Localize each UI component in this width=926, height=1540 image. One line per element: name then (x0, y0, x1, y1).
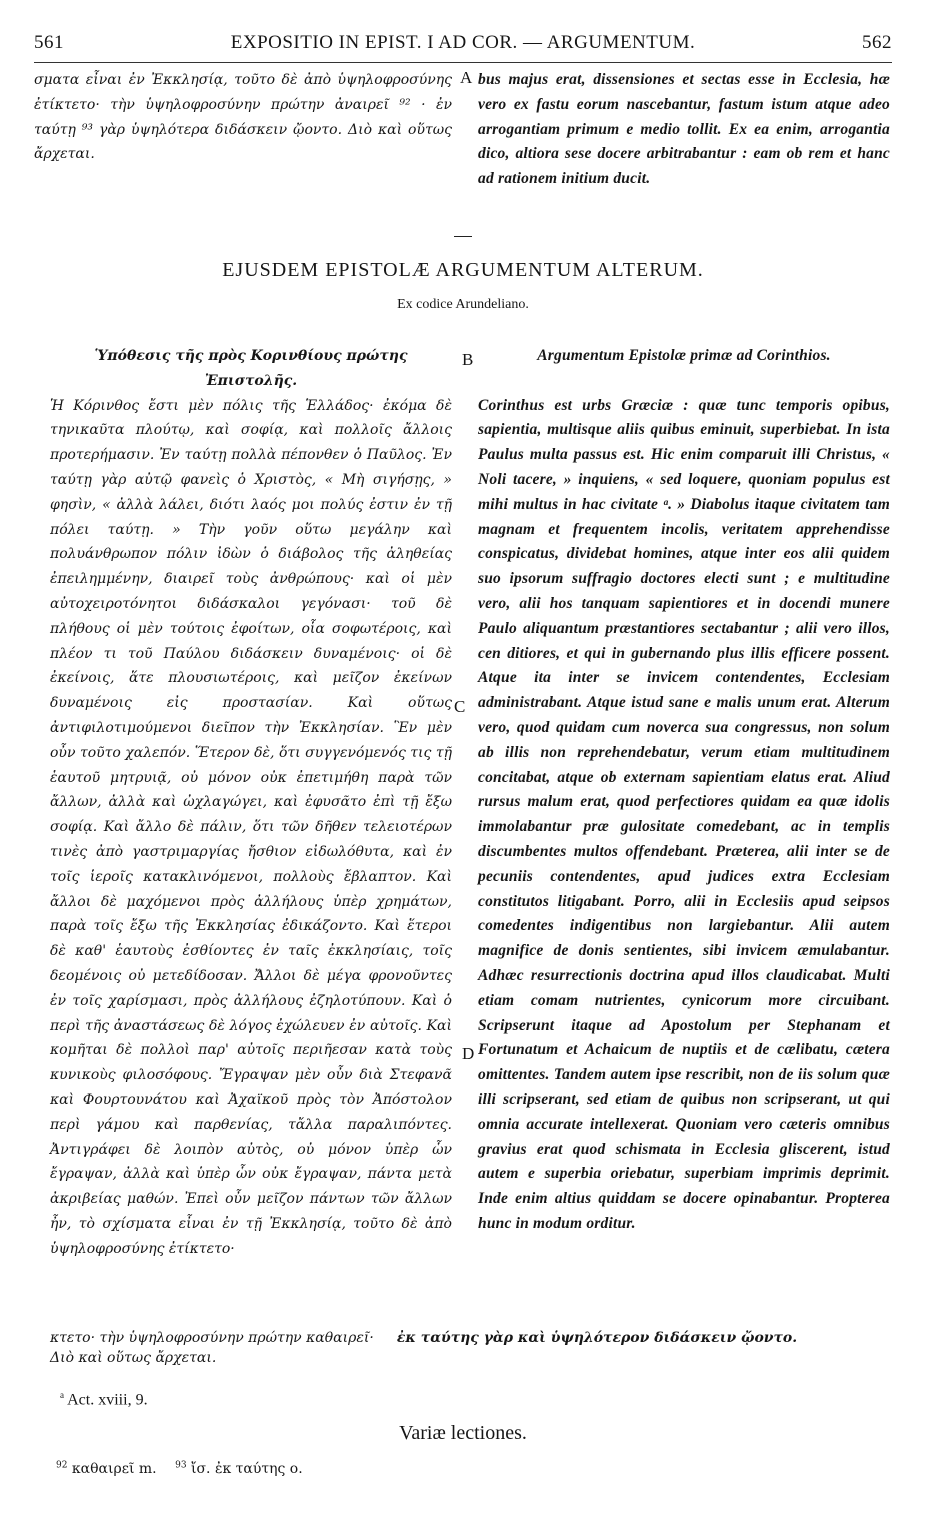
variant-number: 93 (175, 1460, 187, 1470)
spanning-line-latin: ἐκ ταύτης γὰρ καὶ ὑψηλότερον διδάσκειν ᾤοντο. (396, 1330, 798, 1346)
closing-line: Διὸ καὶ οὕτως ἄρχεται. (50, 1350, 217, 1366)
variant-number: 92 (56, 1460, 68, 1470)
greek-column (50, 344, 452, 1261)
variant-item (56, 1461, 157, 1477)
variant-item (175, 1461, 303, 1477)
section-title: EJUSDEM EPISTOLÆ ARGUMENTUM ALTERUM. (222, 259, 704, 281)
variae-heading: Variæ lectiones. (399, 1422, 527, 1444)
footnote-mark: a (60, 1390, 64, 1400)
spanning-line-greek: κτετο· τὴν ὑψηλοφροσύνην πρώτην καθαιρεῖ· (50, 1330, 374, 1346)
margin-marker-d: D (462, 1044, 475, 1063)
margin-marker-b: B (462, 350, 474, 369)
top-greek-paragraph: σματα εἶναι ἐν Ἐκκλησίᾳ, τοῦτο δὲ ἀπὸ ὑψηλοφροσύνης ἐτίκτετο· τὴν ὑψηλοφροσύνην πρώτην ἀναιρεῖ ⁹² · ἐν ταύτῃ ⁹³ γὰρ ὑψηλότερα διδάσκειν ᾤοντο. Διὸ καὶ οὕτως ἄρχεται. (34, 72, 452, 163)
greek-body: Ἡ Κόρινθος ἔστι μὲν πόλις τῆς Ἑλλάδος· ἐκόμα δὲ τηνικαῦτα πλούτῳ, καὶ σοφίᾳ, καὶ πολλοῖς ἄλλοις προτερήμασιν. Ἐν ταύτῃ πολλὰ πέπονθεν ὁ Παῦλος. Ἐν ταύτῃ γὰρ αὐτῷ φανεὶς ὁ Χριστὸς, « Μὴ σιγήσῃς, » φησὶν, « ἀλλὰ λάλει, διότι λαός μοι πολύς ἐστιν ἐν τῇ πόλει ταύτῃ. » Τὴν γοῦν οὕτω μεγάλην καὶ πολυάνθρωπον πόλιν ἰδὼν ὁ διάβολος τῆς ἀληθείας ἐπειλημμένην, διαιρεῖ τοὺς ἀνθρώπους· καὶ οἱ μὲν αὐτοχειροτόνητοι διδάσκαλοι γεγόνασι· τοῦ δὲ πλήθους οἱ μὲν τούτοις ἐφοίτων, οἷα σοφωτέροις, καὶ πλέον τι τοῦ Παύλου διδάσκειν δυναμένοις· οἱ δὲ ἐκείνοις, ἅτε πλουσιωτέροις, καὶ μεῖζον ἐκείνων δυναμένοις εἰς προστασίαν. Καὶ οὕτως ἀντιφιλοτιμούμενοι διεῖπον τὴν Ἐκκλησίαν. Ἓν μὲν οὖν τοῦτο χαλεπόν. Ἕτερον δὲ, ὅτι συγγενόμενός τις τῇ ἑαυτοῦ μητρυιᾷ, οὐ μόνον οὐκ ἐπετιμήθη παρὰ τῶν ἄλλων, ἀλλὰ καὶ ὠχλαγώγει, καὶ ἐφυσᾶτο ἐπὶ τῇ ἔξω σοφίᾳ. Καὶ ἄλλο δὲ πάλιν, ὅτι τῶν δῆθεν τελειοτέρων τινὲς ἀπὸ γαστριμαργίας ἤσθιον εἰδωλόθυτα, καὶ ἐν τοῖς ἱεροῖς κατακλινόμενοι, πολλοὺς ἔβλαπτον. Καὶ ἄλλοι δὲ μαχόμενοι πρὸς ἀλλήλους ὑπὲρ χρημάτων, παρὰ τοῖς ἔξω τῆς Ἐκκλησίας ἐδικάζοντο. Καὶ ἕτεροι δὲ καθ' ἑαυτοὺς ἐσθίοντες ἐν ταῖς ἐκκλησίαις, τοῖς δεομένοις οὐ μετεδίδοσαν. Ἄλλοι δὲ μέγα φρονοῦντες ἐν τοῖς χαρίσμασι, πρὸς ἀλλήλους ἐζηλοτύπουν. Καὶ ὁ περὶ τῆς ἀναστάσεως δὲ λόγος ἐχώλευεν ἐν αὐτοῖς. Καὶ κομῆται δὲ πολλοὶ παρ' αὐτοῖς περιῆεσαν κατὰ τοὺς κυνικοὺς φιλοσόφους. Ἔγραψαν μὲν οὖν διὰ Στεφανᾶ καὶ Φουρτουνάτου καὶ Ἀχαϊκοῦ πρὸς τὸν Ἀπόστολον περὶ γάμου καὶ παρθενίας, τἄλλα παραλιπόντες. Ἀντιγράφει δὲ λοιπὸν αὐτὸς, οὐ μόνον ὑπὲρ ὧν ἔγραψαν, ἀλλὰ καὶ ὑπὲρ ὧν οὐκ ἔγραψαν, πάντα μετὰ ἀκριβείας μαθών. Ἐπεὶ οὖν μεῖζον πάντων τῶν ἄλλων ἦν, τὸ σχίσματα εἶναι ἐν τῇ Ἐκκλησίᾳ, τοῦτο δὲ ἀπὸ ὑψηλοφροσύνης ἐτίκτετο· (50, 397, 452, 1257)
top-greek-text (34, 68, 452, 167)
separator-dash (454, 236, 472, 237)
top-latin-text (478, 68, 890, 192)
variant-readings (56, 1460, 303, 1477)
latin-heading: Argumentum Epistolæ primæ ad Corinthios. (537, 347, 831, 364)
section-subtitle: Ex codice Arundeliano. (397, 297, 529, 312)
page-number-left: 561 (34, 32, 64, 53)
spanning-line (50, 1325, 892, 1351)
latin-column (478, 344, 890, 1237)
footnote (60, 1390, 148, 1409)
top-latin-paragraph: bus majus erat, dissensiones et sectas esse in Ecclesia, hæ vero ex fastu eorum nascebantur, fastum istum atque adeo arrogantiam primum e medio tollit. Ex ea enim, arrogantia dico, altiora sese docere arbitrabantur : eam ob rem et hanc ad rationem initium ducit. (478, 71, 890, 188)
page-number-right: 562 (862, 32, 892, 53)
greek-heading: Ὑπόθεσις τῆς πρὸς Κορινθίους πρώτης Ἐπιστολῆς. (94, 348, 408, 389)
footnote-text: Act. xviii, 9. (67, 1391, 148, 1409)
margin-marker-c: C (454, 697, 466, 716)
page-header (34, 30, 892, 63)
margin-marker-a: A (460, 68, 473, 87)
running-title: EXPOSITIO IN EPIST. I AD COR. — ARGUMENTUM. (230, 32, 696, 53)
variant-text: ἴσ. ἐκ ταύτης ο. (191, 1460, 303, 1477)
variant-text: καθαιρεῖ m. (71, 1460, 157, 1477)
latin-body: Corinthus est urbs Græciæ : quæ tunc temporis opibus, sapientia, multisque aliis quibus eminuit, superbiebat. In ista Paulus multa passus est. Hic enim comparuit illi Christus, « Noli tacere, » inquiens, « sed loquere, quoniam populus est mihi multus in hac civitate ᵃ. » Diabolus itaque civitatem tam magnam et frequentem incolis, veritatem apprehendisse conspicatus, dividebat homines, atque inter eos alii quidem suo ipsorum suffragio doctores electi sunt ; e multitudine vero, alii hos tanquam sapientiores et in docendi munere Paulo aliquantum præstantiores sectabantur ; alii vero illos, cen ditiores, et qui in gubernando plus illis efficere possent. Atque ita inter se invicem contendentes, Ecclesiam administrabant. Atque istud sane e malis unum erat. Alterum vero, quod quidam cum noverca sua congressus, non solum ab illis non reprehendebatur, verum etiam multitudinem concitabat, atque ob externam sapientiam elatus erat. Aliud rursus malum erat, quod perfectiores quidam ea quæ idolis immolabantur præ gulositate comedebant, ac in templis discumbentes multos offendebant. Præterea, alii inter se de pecuniis contendentes, apud judices extra Ecclesiam constitutos litigabant. Porro, alii in Ecclesiis apud seipsos comedentes indigentibus non largiebantur. Alii autem magnifice de donis sentientes, sibi invicem æmulabantur. Adhæc resurrectionis doctrina apud illos claudicabat. Multi etiam comam nutrientes, cynicorum more circuibant. Scripserunt itaque ad Apostolum per Stephanam et Fortunatum et Achaicum de nuptiis et de cælibatu, cætera omittentes. Tandem autem ipse rescribit, non de iis solum quæ illi scripserant, sed etiam de quibus non scripserant, ut qui omnia accurate intellexerat. Quoniam vero cæteris omnibus gravius erat quod schismata in Ecclesia gliscerent, istud autem e superbia oriebatur, superbiam imprimis deprimit. Inde enim altius quiddam se docere opinabantur. Propterea hunc in modum orditur. (478, 396, 890, 1232)
